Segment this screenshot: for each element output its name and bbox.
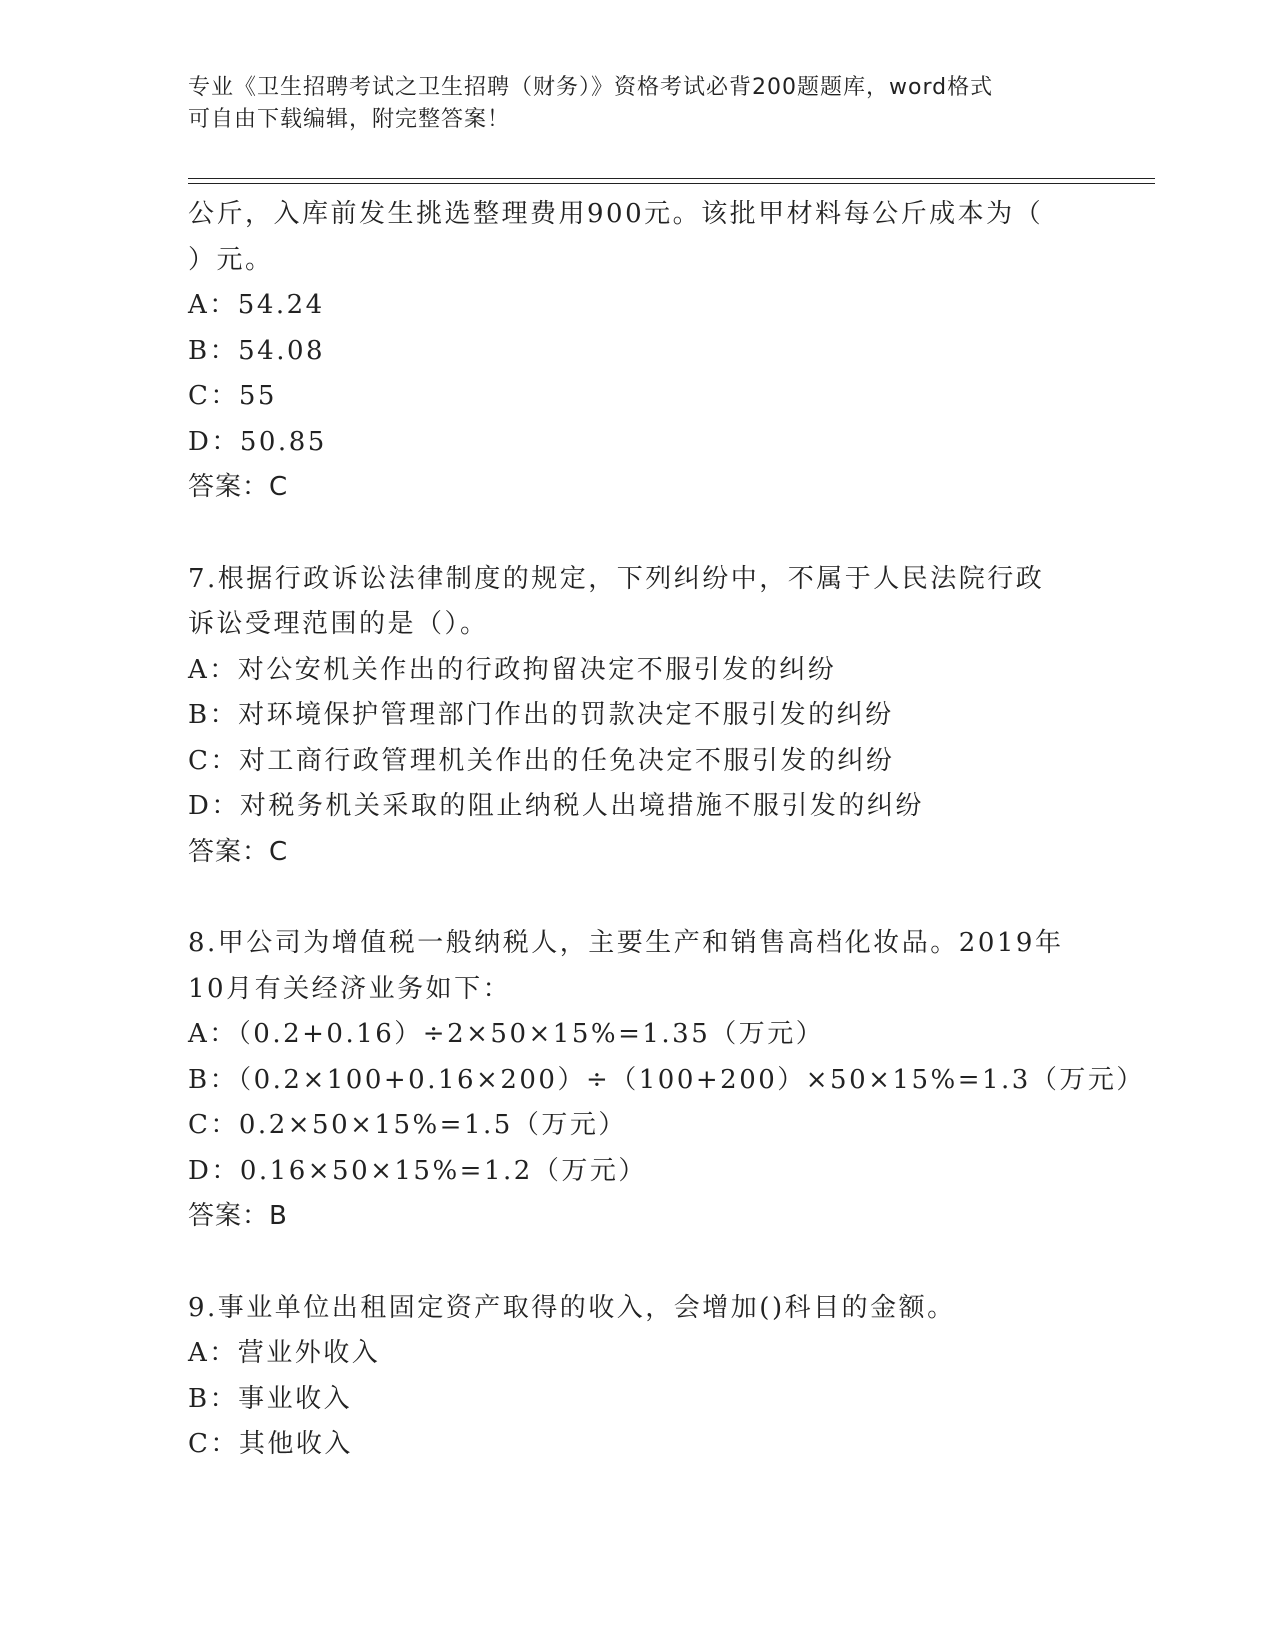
header-divider-top [188, 178, 1155, 179]
question-6 [188, 192, 1088, 511]
question-9-option-c: C：其他收入 [188, 1429, 353, 1459]
header-divider-bottom [188, 183, 1155, 184]
question-7-text-2: 诉讼受理范围的是（）。 [188, 609, 489, 639]
question-6-option-d: D：50.85 [188, 426, 327, 457]
question-8-option-c: C：0.2×50×15%=1.5（万元） [188, 1110, 627, 1140]
question-7-option-c: C：对工商行政管理机关作出的任免决定不服引发的纠纷 [188, 745, 895, 776]
question-7-text-1: 7.根据行政诉讼法律制度的规定，下列纠纷中，不属于人民法院行政 [188, 563, 1045, 594]
question-list [188, 192, 1145, 1468]
spacer [188, 511, 1088, 557]
question-6-option-c: C：55 [188, 381, 277, 411]
question-8-option-a: A：（0.2+0.16）÷2×50×15%=1.35（万元） [188, 1019, 825, 1049]
document-header [188, 72, 1088, 136]
question-8-answer: 答案：B [188, 1201, 288, 1231]
question-6-option-b: B：54.08 [188, 335, 326, 366]
question-8-option-d: D：0.16×50×15%=1.2（万元） [188, 1155, 647, 1186]
question-9-text-1: 9.事业单位出租固定资产取得的收入，会增加()科目的金额。 [188, 1292, 956, 1323]
question-7-answer: 答案：C [188, 836, 289, 867]
header-title-line-1: 专业《卫生招聘考试之卫生招聘（财务）》资格考试必背200题题库，word格式 [188, 75, 994, 100]
question-8-option-b: B：（0.2×100+0.16×200）÷（100+200）×50×15%=1.3（万元） [188, 1064, 1145, 1095]
question-9 [188, 1286, 1088, 1468]
question-6-answer: 答案：C [188, 472, 289, 502]
question-6-text-1: 公斤，入库前发生挑选整理费用900元。该批甲材料每公斤成本为（ [188, 199, 1044, 229]
question-9-option-b: B：事业收入 [188, 1383, 353, 1414]
question-9-option-a: A：营业外收入 [188, 1338, 381, 1368]
question-7 [188, 557, 1088, 876]
question-6-text-2: ）元。 [188, 244, 274, 275]
header-title-line-2: 可自由下载编辑，附完整答案！ [188, 107, 511, 132]
question-8 [188, 921, 1145, 1240]
question-7-option-d: D：对税务机关采取的阻止纳税人出境措施不服引发的纠纷 [188, 791, 924, 821]
question-8-text-1: 8.甲公司为增值税一般纳税人，主要生产和销售高档化妆品。2019年 [188, 928, 1064, 958]
spacer [188, 875, 1088, 921]
question-7-option-a: A：对公安机关作出的行政拘留决定不服引发的纠纷 [188, 654, 837, 685]
question-7-option-b: B：对环境保护管理部门作出的罚款决定不服引发的纠纷 [188, 700, 894, 730]
question-6-option-a: A：54.24 [188, 290, 325, 320]
spacer [188, 1240, 1088, 1286]
question-8-text-2: 10月有关经济业务如下： [188, 973, 512, 1004]
